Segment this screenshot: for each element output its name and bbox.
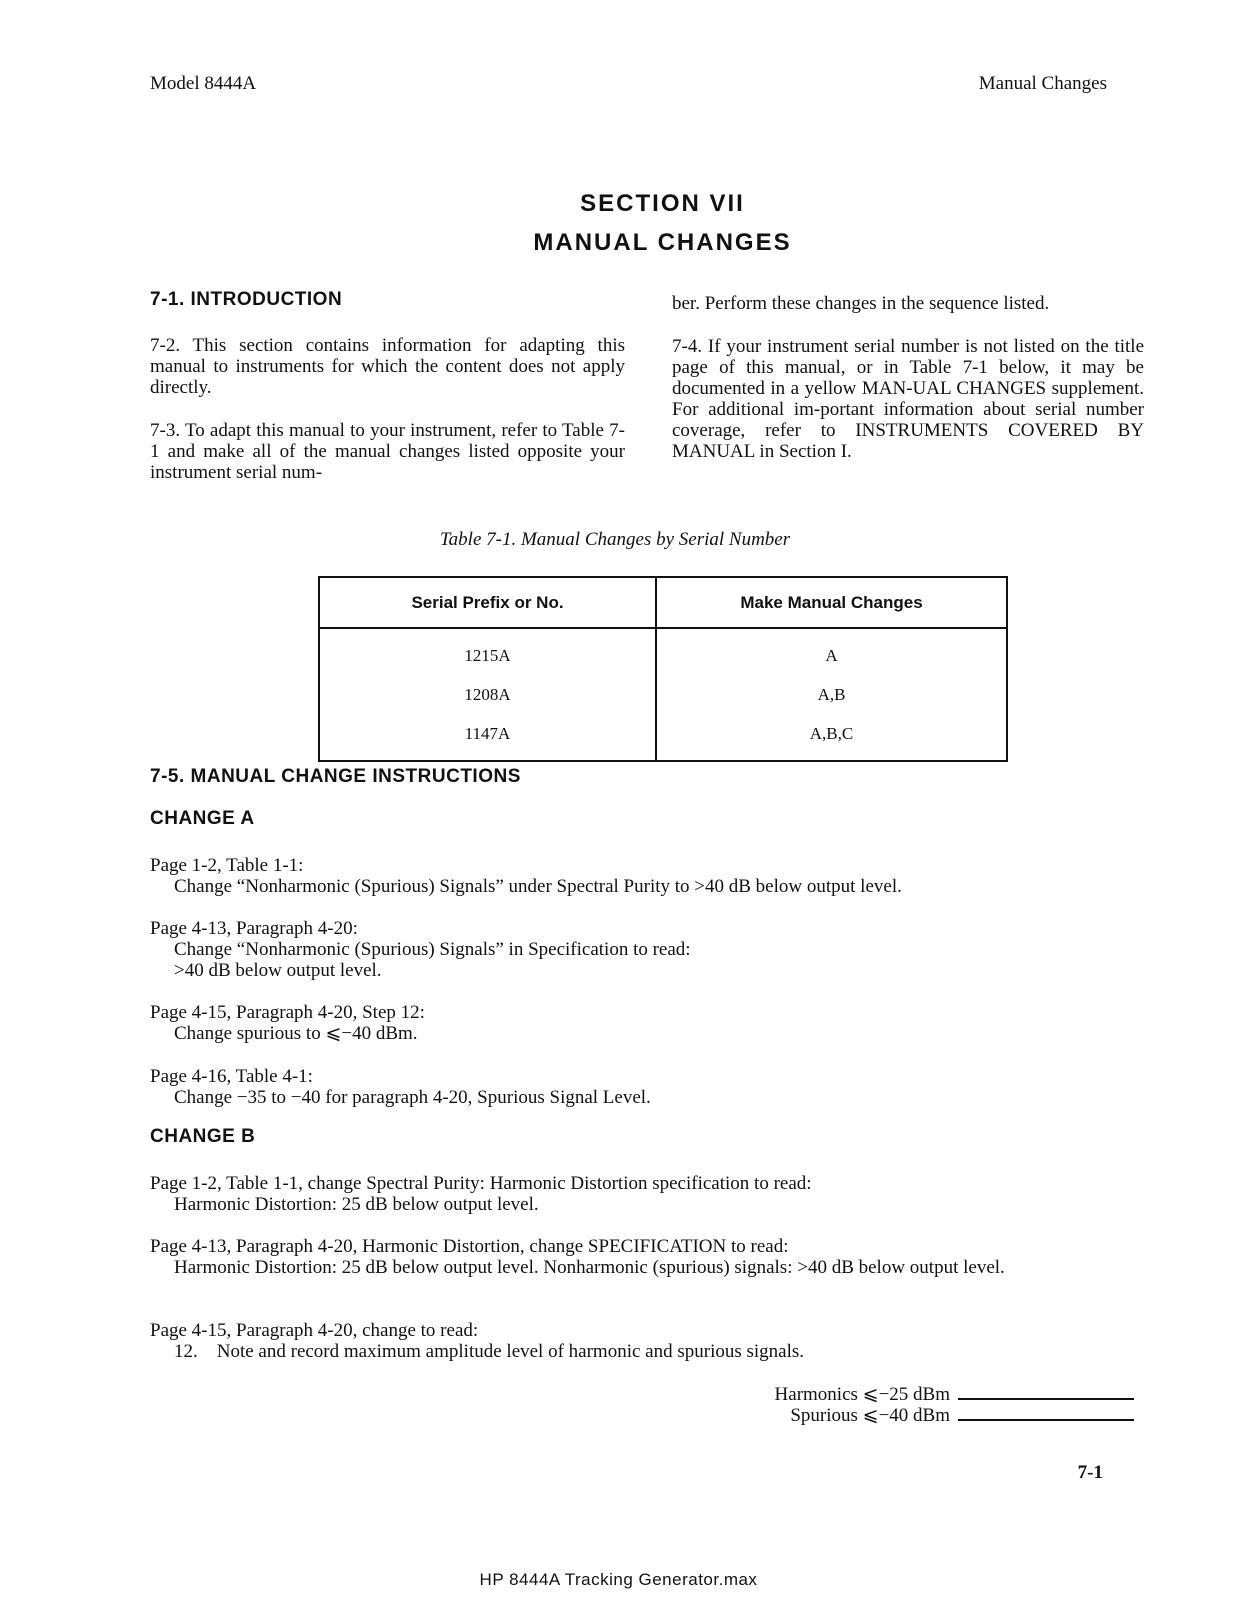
- change-text: Harmonic Distortion: 25 dB below output level. Nonharmonic (spurious) signals: >40 dB below output level.: [174, 1257, 1005, 1278]
- page-reference: Page 4-15, Paragraph 4-20, Step 12:: [150, 1002, 425, 1023]
- page-reference: Page 4-13, Paragraph 4-20, Harmonic Distortion, change SPECIFICATION to read:: [150, 1236, 789, 1257]
- change-b-item: [150, 1320, 804, 1362]
- change-text: Change spurious to ⩽−40 dBm.: [174, 1023, 418, 1044]
- record-label: Harmonics ⩽−25 dBm: [774, 1384, 950, 1405]
- page-reference: Page 4-15, Paragraph 4-20, change to read:: [150, 1320, 479, 1341]
- change-a-heading: CHANGE A: [150, 808, 255, 829]
- section-number: SECTION VII: [580, 190, 745, 217]
- change-a-item: [150, 1002, 425, 1044]
- table-header-row: [319, 577, 1007, 628]
- change-text: Change −35 to −40 for paragraph 4-20, Spurious Signal Level.: [174, 1087, 651, 1108]
- page-reference: Page 4-13, Paragraph 4-20:: [150, 918, 358, 939]
- serial-cell: 1147A: [319, 714, 656, 761]
- serial-cell: 1208A: [319, 675, 656, 714]
- change-text: Change “Nonharmonic (Spurious) Signals” under Spectral Purity to >40 dB below output level.: [174, 876, 902, 897]
- record-blank-line: [958, 1397, 1134, 1400]
- intro-heading: 7-1. INTRODUCTION: [150, 289, 343, 310]
- record-spurious: [790, 1405, 1134, 1426]
- change-b-item: [150, 1173, 812, 1215]
- change-text: >40 dB below output level.: [174, 960, 382, 981]
- changes-cell: A,B,C: [809, 723, 854, 743]
- section-title: MANUAL CHANGES: [533, 229, 792, 256]
- page-reference: Page 4-16, Table 4-1:: [150, 1066, 313, 1087]
- document-footer: HP 8444A Tracking Generator.max: [479, 1570, 758, 1589]
- record-blank-line: [958, 1418, 1134, 1421]
- change-a-item: [150, 1066, 651, 1108]
- paragraph-7-2: 7-2. This section contains information for adapting this manual to instruments for which the content does not apply directly.: [150, 335, 625, 398]
- header-section: Manual Changes: [978, 73, 1107, 94]
- table-row: [319, 714, 1007, 761]
- change-a-item: [150, 918, 691, 981]
- page-number: 7-1: [1077, 1462, 1103, 1483]
- record-label: Spurious ⩽−40 dBm: [790, 1405, 950, 1426]
- column-header-serial: Serial Prefix or No.: [319, 577, 656, 628]
- change-b-heading: CHANGE B: [150, 1126, 256, 1147]
- change-text: Change “Nonharmonic (Spurious) Signals” in Specification to read:: [174, 939, 691, 960]
- serial-changes-table: [318, 576, 1008, 762]
- column-header-changes: Make Manual Changes: [656, 577, 1007, 628]
- change-b-item: [150, 1236, 1146, 1278]
- paragraph-7-4: 7-4. If your instrument serial number is not listed on the title page of this manual, or in Table 7-1 below, it may be documented in a yellow MAN-UAL CHANGES supplement. For additional im-portant information about serial number coverage, refer to INSTRUMENTS COVERED BY MANUAL in Section I.: [672, 336, 1144, 462]
- paragraph-7-3-continued: ber. Perform these changes in the sequence listed.: [672, 293, 1050, 314]
- changes-cell: A,B: [817, 684, 846, 704]
- change-text: Harmonic Distortion: 25 dB below output level.: [174, 1194, 539, 1215]
- change-text: 12. Note and record maximum amplitude level of harmonic and spurious signals.: [174, 1341, 805, 1362]
- change-a-item: [150, 855, 902, 897]
- page-reference: Page 1-2, Table 1-1, change Spectral Purity: Harmonic Distortion specification to read:: [150, 1173, 812, 1194]
- page-reference: Page 1-2, Table 1-1:: [150, 855, 304, 876]
- paragraph-7-3: 7-3. To adapt this manual to your instrument, refer to Table 7-1 and make all of the manual changes listed opposite your instrument serial num-: [150, 420, 625, 483]
- table-row: [319, 675, 1007, 714]
- serial-cell: 1215A: [319, 628, 656, 675]
- record-harmonics: [775, 1384, 1134, 1405]
- header-model: Model 8444A: [150, 73, 257, 94]
- changes-cell: A: [825, 645, 838, 665]
- table-caption: Table 7-1. Manual Changes by Serial Number: [439, 529, 791, 550]
- table-row: [319, 628, 1007, 675]
- instructions-heading: 7-5. MANUAL CHANGE INSTRUCTIONS: [150, 766, 521, 787]
